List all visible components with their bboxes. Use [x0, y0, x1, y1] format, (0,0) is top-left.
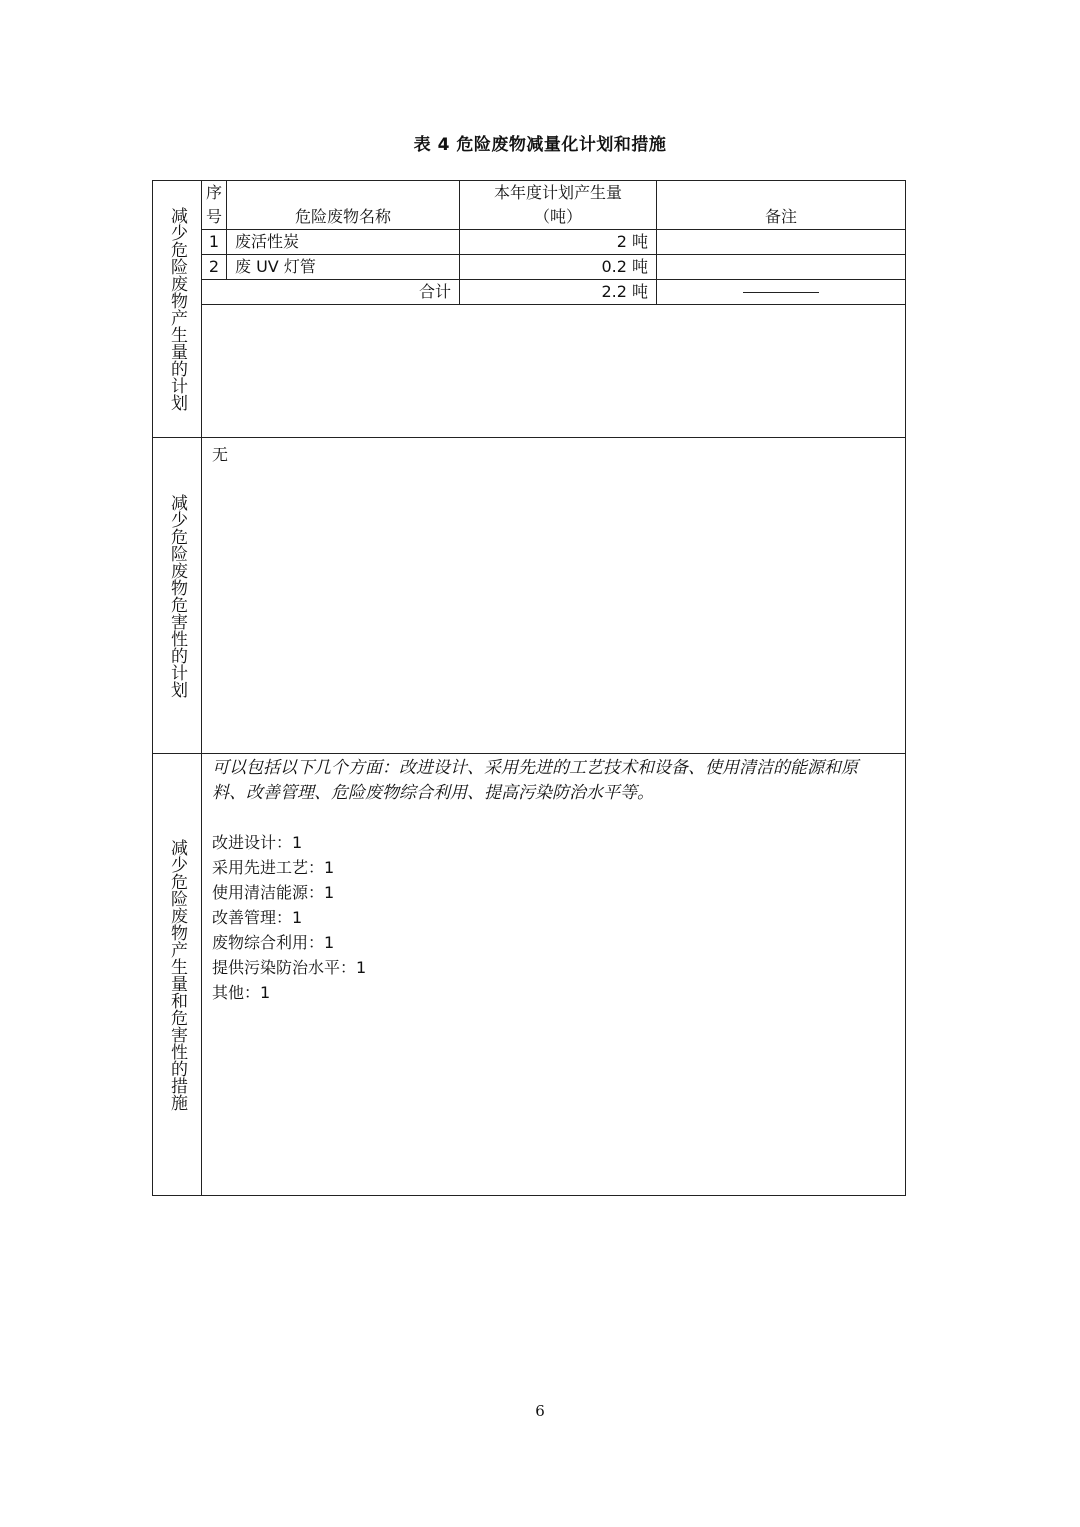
dash-line — [743, 292, 819, 293]
row-note — [657, 230, 906, 255]
section-label: 减少危险废物危害性的计划 — [167, 493, 187, 698]
header-amount-line2: （吨） — [533, 207, 582, 226]
total-label: 合计 — [202, 280, 460, 305]
row-no: 2 — [202, 255, 227, 280]
section-label-cell — [153, 754, 202, 1196]
list-item: 废物综合利用：1 — [212, 933, 335, 952]
total-note — [657, 280, 906, 305]
table-header-row — [202, 181, 906, 230]
list-item: 采用先进工艺：1 — [212, 858, 335, 877]
section-amount-plan — [153, 181, 905, 437]
list-item: 其他：1 — [212, 983, 271, 1002]
list-item: 提供污染防治水平：1 — [212, 958, 367, 977]
header-note: 备注 — [657, 181, 906, 230]
section-content — [202, 754, 905, 1196]
list-item: 改进设计：1 — [212, 833, 303, 852]
row-no: 1 — [202, 230, 227, 255]
table-title: 表 4 危险废物减量化计划和措施 — [413, 135, 667, 155]
row-amount: 2 吨 — [460, 230, 657, 255]
list-item: 改善管理：1 — [212, 908, 303, 927]
header-amount — [460, 181, 657, 230]
header-name: 危险废物名称 — [227, 181, 460, 230]
list-item: 使用清洁能源：1 — [212, 883, 335, 902]
section-label-cell — [153, 438, 202, 753]
page-number: 6 — [535, 1402, 545, 1420]
section-label: 减少危险废物产生量和危害性的措施 — [167, 839, 187, 1111]
waste-table — [202, 181, 906, 305]
section-hazard-plan — [153, 437, 905, 753]
row-name: 废活性炭 — [227, 230, 460, 255]
section-measures — [153, 753, 905, 1196]
row-amount: 0.2 吨 — [460, 255, 657, 280]
header-amount-line1: 本年度计划产生量 — [493, 183, 622, 202]
section-content — [202, 438, 905, 753]
section-content — [202, 181, 905, 437]
row-note — [657, 255, 906, 280]
measures-list — [212, 830, 366, 1005]
hazard-plan-text: 无 — [212, 445, 229, 464]
table-row — [202, 255, 906, 280]
total-amount: 2.2 吨 — [460, 280, 657, 305]
header-no-line1: 序 — [205, 183, 222, 202]
measures-hint: 可以包括以下几个方面：改进设计、采用先进的工艺技术和设备、使用清洁的能源和原料、改善管理、危险废物综合利用、提高污染防治水平等。 — [212, 758, 858, 803]
header-no-line2: 号 — [205, 207, 222, 226]
section-label: 减少危险废物产生量的计划 — [167, 207, 187, 411]
section-label-cell — [153, 181, 202, 437]
row-name: 废 UV 灯管 — [227, 255, 460, 280]
header-no — [202, 181, 227, 230]
plan-table — [152, 180, 906, 1196]
table-row — [202, 230, 906, 255]
total-row — [202, 280, 906, 305]
